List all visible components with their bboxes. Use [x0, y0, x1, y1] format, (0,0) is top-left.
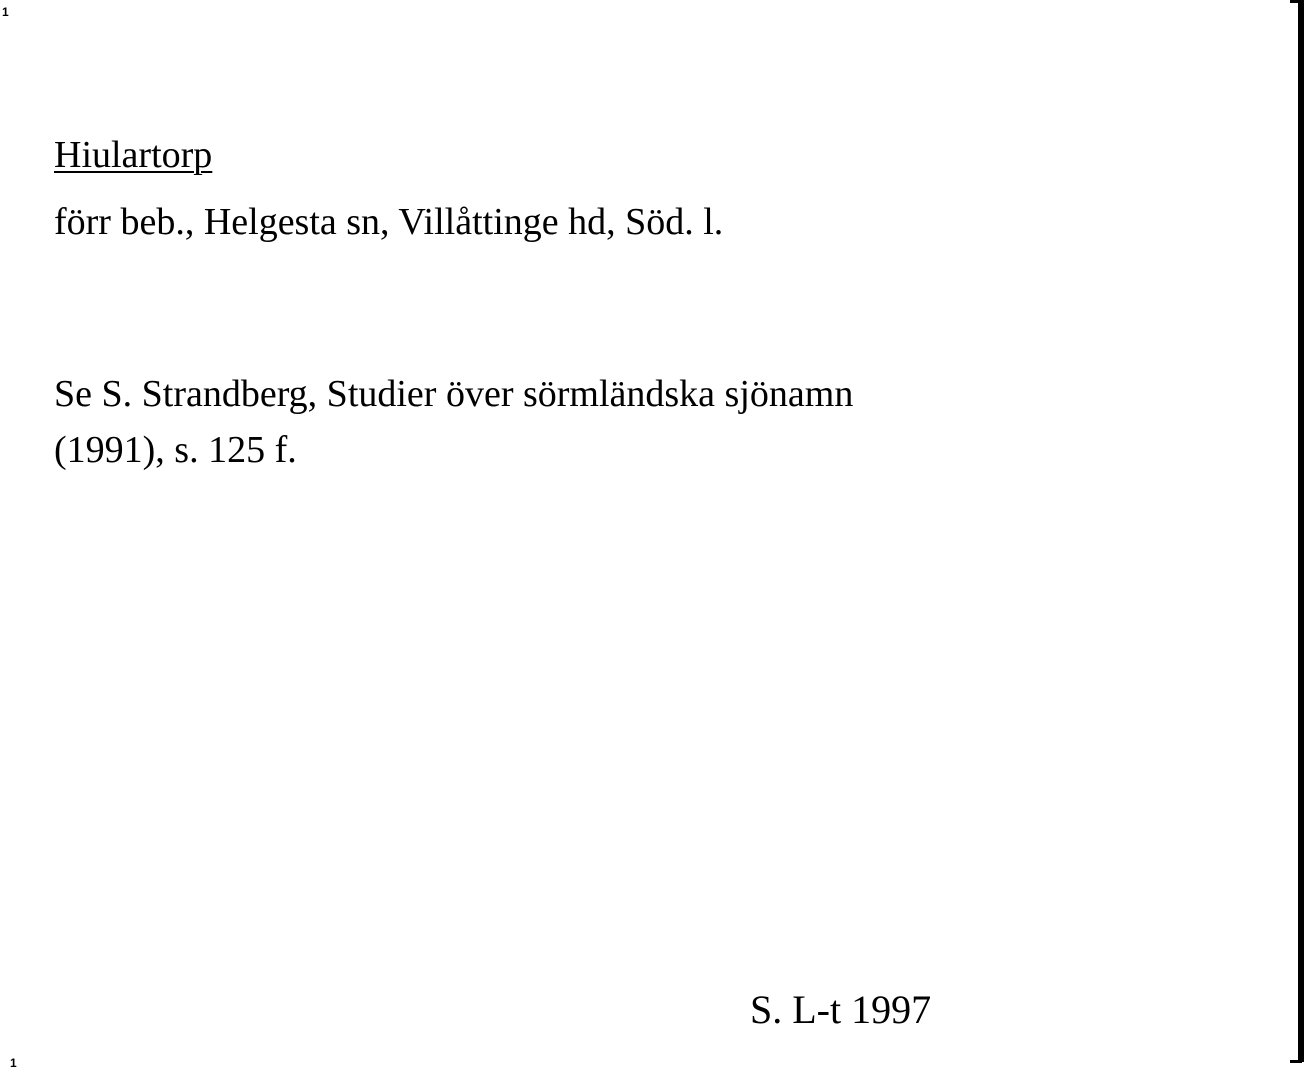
- reference-block: [54, 366, 853, 478]
- signature: S. L-t 1997: [750, 987, 932, 1032]
- card-right-edge: [1298, 0, 1304, 1062]
- reference-line: Se S. Strandberg, Studier över sörmländska sjönamn: [54, 373, 854, 415]
- corner-mark-bottom: 1: [10, 1056, 17, 1070]
- location-line: förr beb., Helgesta sn, Villåttinge hd, Söd. l.: [54, 201, 724, 243]
- headword-title: Hiulartorp: [54, 134, 213, 176]
- reference-line: (1991), s. 125 f.: [54, 429, 297, 471]
- right-edge-tick-bottom: [1290, 1060, 1302, 1063]
- corner-mark-top: 1: [2, 5, 9, 19]
